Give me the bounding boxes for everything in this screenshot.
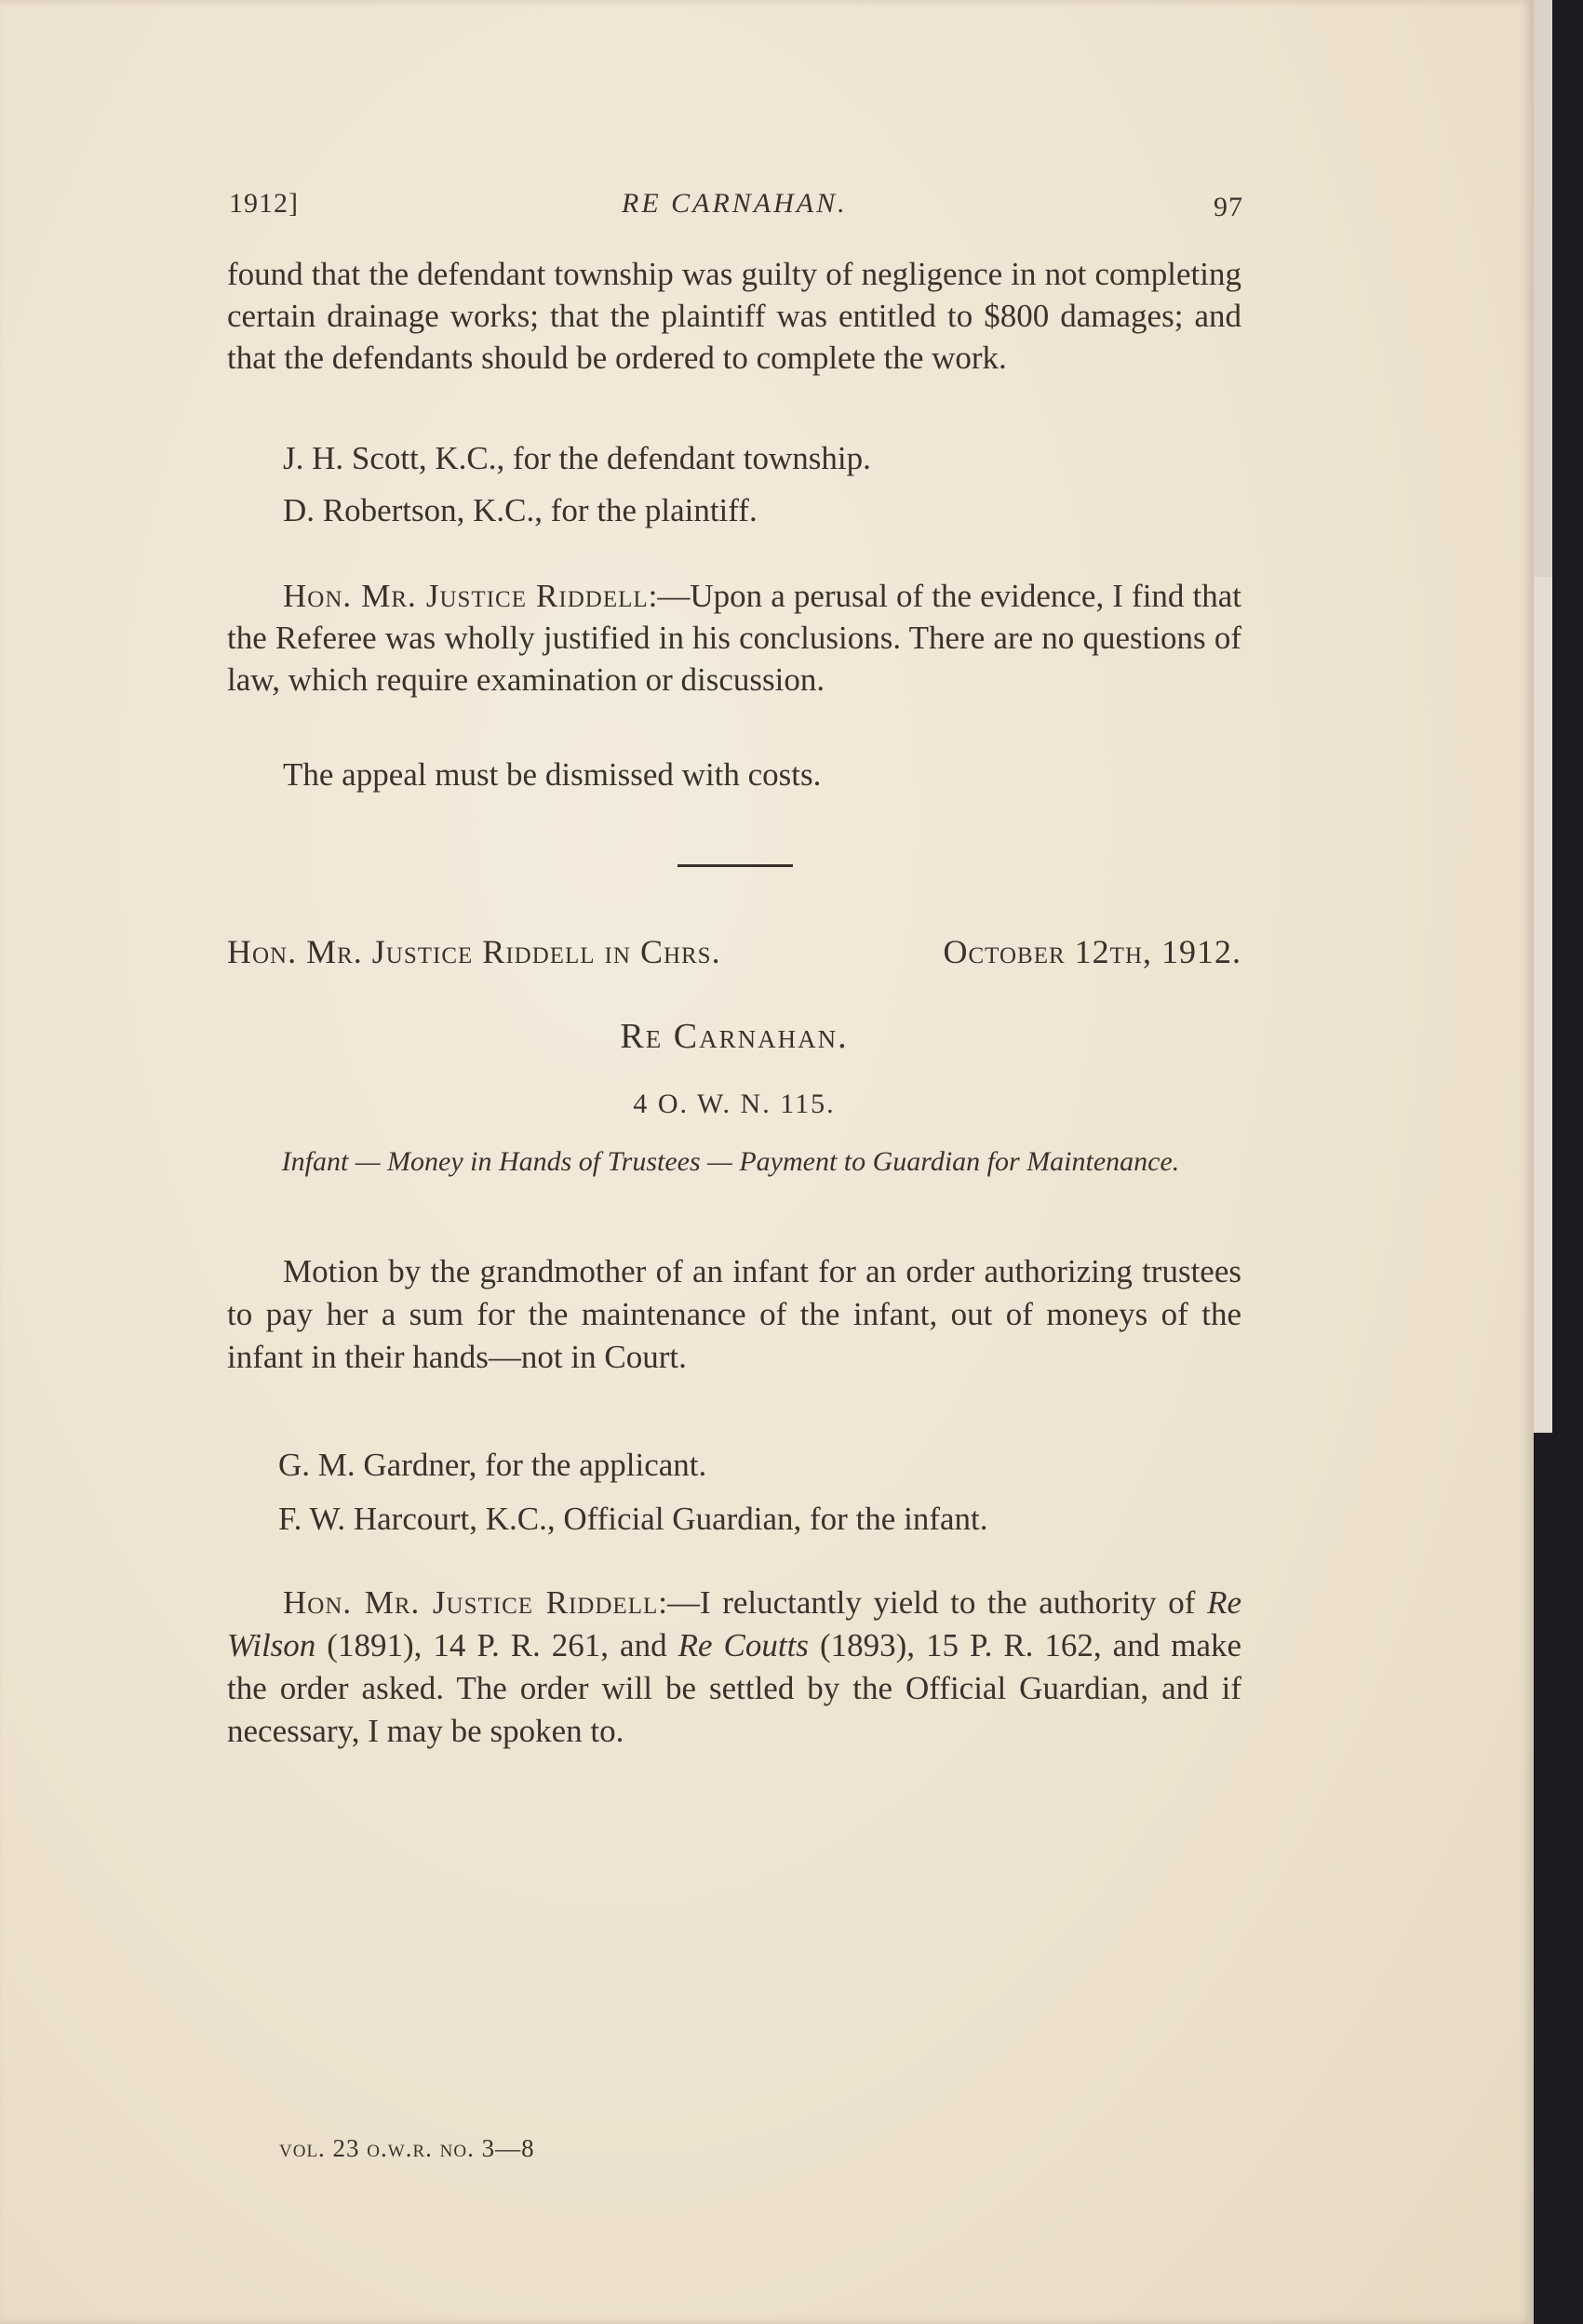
first-judgment-text: :—Upon a perusal of the evidence, I find that the Referee was wholly justified in his conclusions. There are no questions of law, which require examination or discussion.: [227, 578, 1241, 698]
headnote: Infant — Money in Hands of Trustees — Payment to Guardian for Maintenance.: [281, 1146, 1180, 1177]
judge-name-2: Hon. Mr. Justice Riddell: [283, 1584, 659, 1621]
case-date: October 12th, 1912.: [943, 933, 1241, 970]
section-divider: [677, 864, 793, 867]
court-label: Hon. Mr. Justice Riddell in Chrs.: [227, 933, 721, 970]
counsel-plaintiff: [227, 489, 1241, 531]
header-year: 1912]: [229, 188, 299, 219]
motion-paragraph: [227, 1250, 1241, 1379]
counsel-applicant: [227, 1444, 1241, 1486]
counsel-infant-text: F. W. Harcourt, K.C., Official Guardian, for the infant.: [278, 1501, 988, 1537]
motion-text: Motion by the grandmother of an infant for an order authorizing trustees to pay her a sum for the maintenance of the infant, out of moneys of the infant in their hands—not in Court.: [227, 1253, 1241, 1375]
judgment-text-pre: :—I reluctantly yield to the authority of: [658, 1584, 1208, 1621]
running-header: [229, 182, 1243, 229]
counsel-applicant-text: G. M. Gardner, for the applicant.: [278, 1447, 707, 1483]
judgment-text-mid: (1891), 14 P. R. 261, and: [315, 1627, 678, 1663]
volume-footer: vol. 23 o.w.r. no. 3—8: [279, 2134, 535, 2162]
case-title: Re Carnahan.: [620, 1017, 849, 1056]
judge-name: Hon. Mr. Justice Riddell: [283, 578, 649, 614]
page-edge: [1534, 0, 1552, 577]
page-number: 97: [1214, 192, 1243, 222]
continued-paragraph-text: found that the defendant township was guilty of negligence in not completing certain drainage works; that the plaintiff was entitled to $800 damages; and that the defendants should be ordered to complete the work.: [227, 256, 1241, 376]
counsel-defendant: [227, 437, 1241, 479]
appeal-conclusion-text: The appeal must be dismissed with costs.: [283, 756, 822, 793]
second-judgment: [227, 1582, 1241, 1753]
first-judgment: [227, 575, 1241, 701]
case-ref-wilson: Re Wilson: [227, 1584, 1241, 1663]
page-edge-lower: [1534, 577, 1552, 1433]
case-ref-coutts: Re Coutts: [677, 1627, 809, 1663]
counsel-defendant-text: J. H. Scott, K.C., for the defendant township.: [283, 440, 871, 476]
appeal-conclusion: [227, 754, 1241, 795]
case-citation: 4 O. W. N. 115.: [633, 1089, 836, 1119]
continued-paragraph: [227, 253, 1241, 379]
running-title: RE CARNAHAN.: [622, 188, 848, 219]
counsel-infant: [227, 1498, 1241, 1540]
counsel-plaintiff-text: D. Robertson, K.C., for the plaintiff.: [283, 492, 758, 528]
judgment-text-post: (1893), 15 P. R. 162, and make the order asked. The order will be settled by the Official Guardian, and if necessary, I may be spoken to.: [227, 1627, 1242, 1749]
